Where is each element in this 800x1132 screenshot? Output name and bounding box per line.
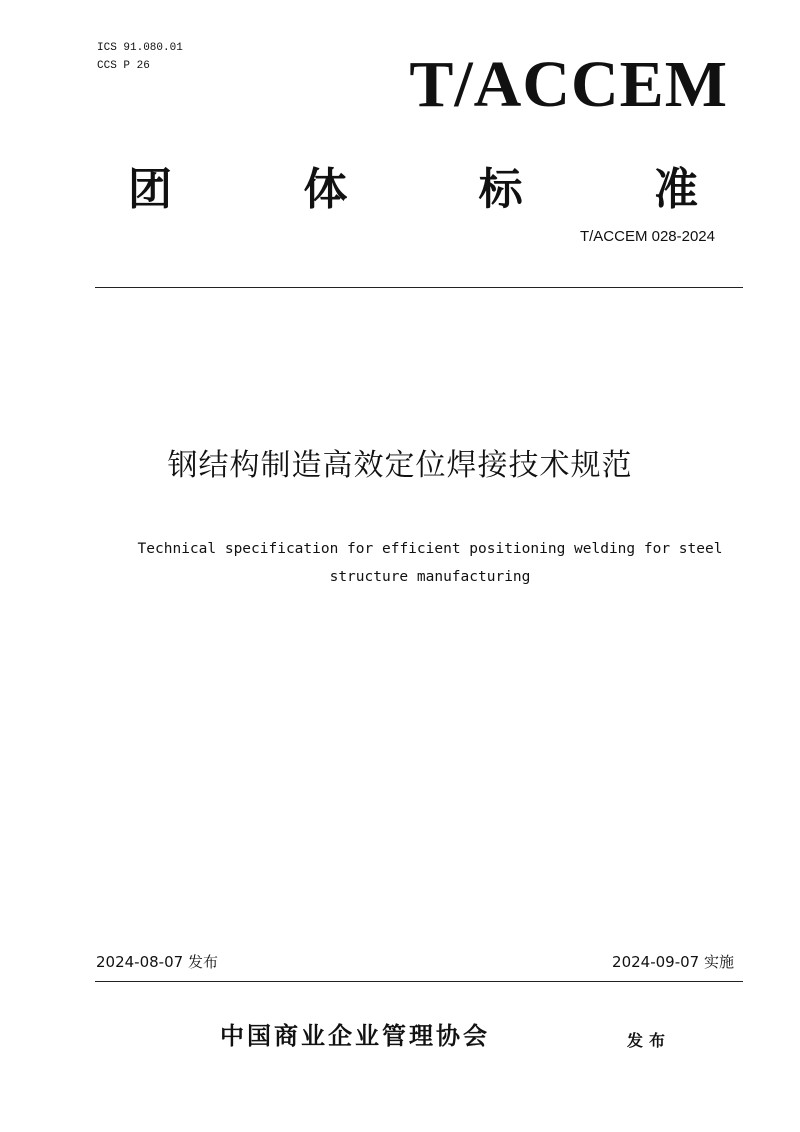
issuing-organization: 中国商业企业管理协会 bbox=[220, 1022, 490, 1050]
category-char: 体 bbox=[303, 164, 348, 215]
footer-divider bbox=[95, 981, 743, 982]
brand-logo-text: T/ACCEM bbox=[409, 48, 728, 121]
category-char: 标 bbox=[478, 164, 523, 215]
category-char: 团 bbox=[128, 164, 172, 215]
classification-codes bbox=[97, 39, 183, 75]
english-title-line: structure manufacturing bbox=[329, 569, 531, 585]
implement-date: 2024-09-07 实施 bbox=[612, 953, 734, 971]
header-divider bbox=[95, 287, 743, 288]
issue-label: 发布 bbox=[627, 1031, 672, 1050]
standard-number: T/ACCEM 028-2024 bbox=[579, 228, 715, 245]
category-char: 准 bbox=[653, 164, 698, 215]
english-title-line: Technical specification for efficient positioning welding for steel bbox=[137, 541, 723, 557]
publish-date: 2024-08-07 发布 bbox=[96, 953, 218, 971]
document-title-chinese: 钢结构制造高效定位焊接技术规范 bbox=[167, 448, 633, 483]
standard-category-heading bbox=[128, 164, 698, 216]
document-title-english bbox=[60, 535, 800, 591]
ics-code: ICS 91.080.01 bbox=[97, 42, 183, 54]
ccs-code: CCS P 26 bbox=[97, 60, 150, 72]
